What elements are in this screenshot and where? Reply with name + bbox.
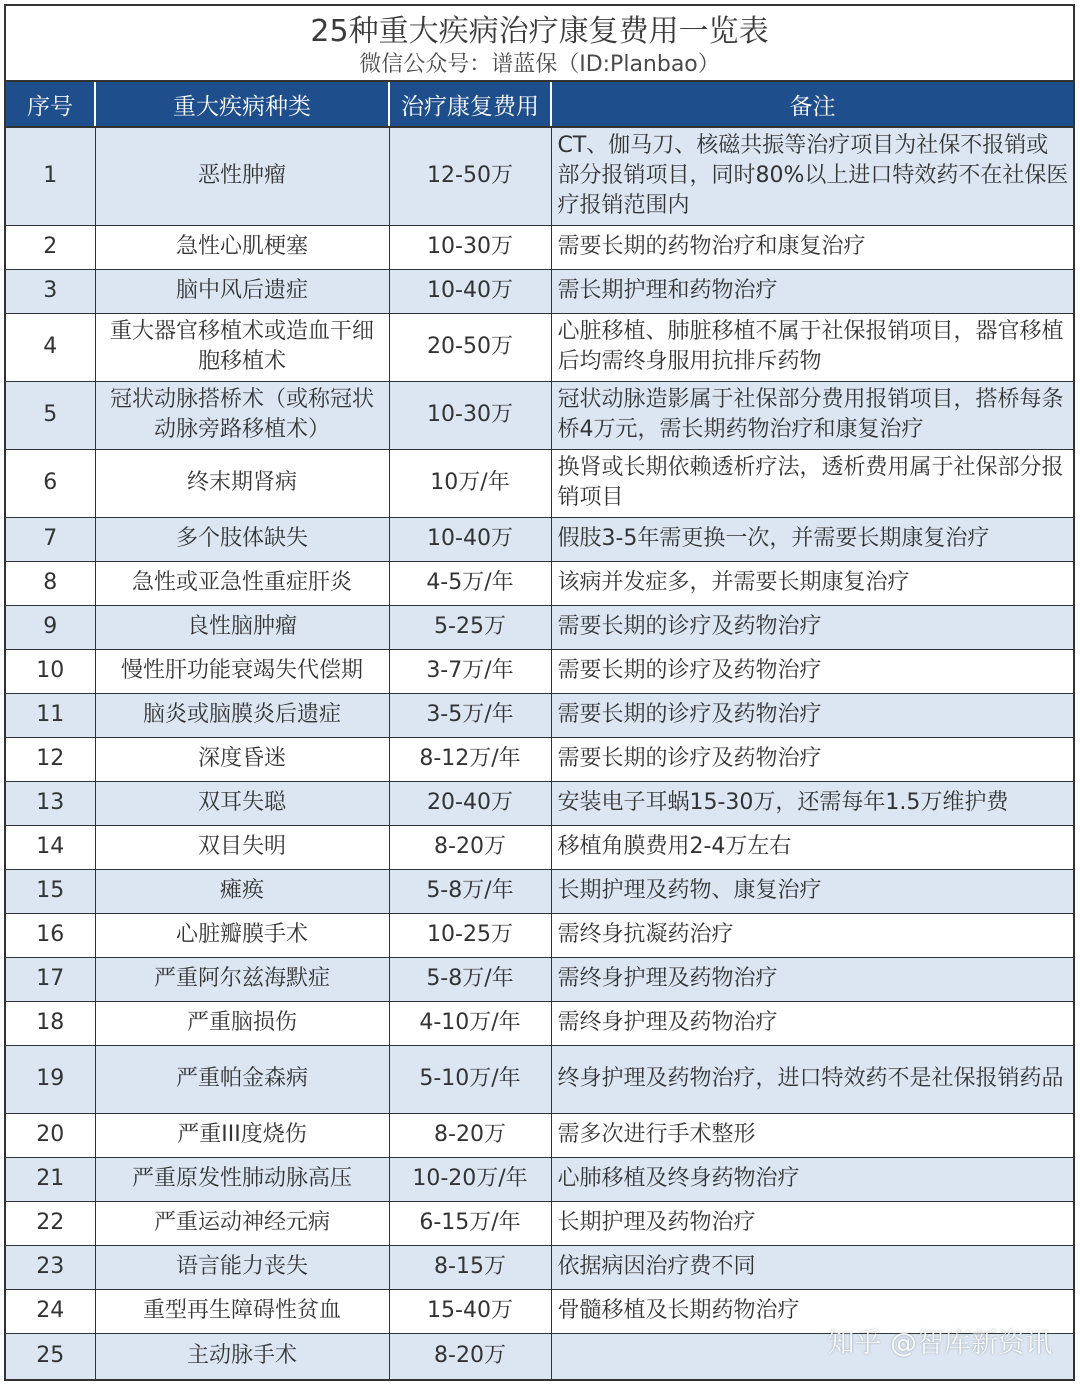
table-row	[6, 1157, 1073, 1201]
table-row	[6, 781, 1073, 825]
treatment-cost-cell: 10-30万	[389, 225, 551, 269]
remark-cell: 需要长期的诊疗及药物治疗	[551, 649, 1073, 693]
table-row	[6, 1113, 1073, 1157]
table-body	[6, 127, 1073, 1379]
row-number-cell: 14	[6, 825, 95, 869]
treatment-cost-cell: 8-15万	[389, 1245, 551, 1289]
row-number-cell: 11	[6, 693, 95, 737]
treatment-cost-cell: 5-25万	[389, 605, 551, 649]
remark-cell: 需终身护理及药物治疗	[551, 957, 1073, 1001]
remark-cell: 需要长期的诊疗及药物治疗	[551, 605, 1073, 649]
treatment-cost-cell: 10-40万	[389, 517, 551, 561]
treatment-cost-cell: 10-40万	[389, 269, 551, 313]
treatment-cost-cell: 10-25万	[389, 913, 551, 957]
row-number-cell: 19	[6, 1045, 95, 1113]
treatment-cost-cell: 3-7万/年	[389, 649, 551, 693]
page-title: 25种重大疾病治疗康复费用一览表	[310, 14, 769, 49]
remark-cell: 长期护理及药物、康复治疗	[551, 869, 1073, 913]
remark-cell: 终身护理及药物治疗，进口特效药不是社保报销药品	[551, 1045, 1073, 1113]
disease-name-cell: 多个肢体缺失	[95, 517, 389, 561]
column-header-disease: 重大疾病种类	[95, 82, 389, 127]
row-number-cell: 15	[6, 869, 95, 913]
remark-cell: 需终身护理及药物治疗	[551, 1001, 1073, 1045]
row-number-cell: 24	[6, 1289, 95, 1333]
disease-name-cell: 双目失明	[95, 825, 389, 869]
table-row	[6, 1333, 1073, 1379]
row-number-cell: 7	[6, 517, 95, 561]
remark-cell: 冠状动脉造影属于社保部分费用报销项目，搭桥每条桥4万元，需长期药物治疗和康复治疗	[551, 381, 1073, 449]
table-row	[6, 517, 1073, 561]
title-block	[6, 6, 1073, 82]
row-number-cell: 25	[6, 1333, 95, 1379]
treatment-cost-cell: 10-30万	[389, 381, 551, 449]
row-number-cell: 18	[6, 1001, 95, 1045]
row-number-cell: 23	[6, 1245, 95, 1289]
row-number-cell: 4	[6, 313, 95, 381]
column-header-cost: 治疗康复费用	[389, 82, 551, 127]
treatment-cost-cell: 10万/年	[389, 449, 551, 517]
table-row	[6, 825, 1073, 869]
column-header-number: 序号	[6, 82, 95, 127]
remark-cell: 骨髓移植及长期药物治疗	[551, 1289, 1073, 1333]
table-row	[6, 913, 1073, 957]
row-number-cell: 16	[6, 913, 95, 957]
table-row	[6, 605, 1073, 649]
row-number-cell: 8	[6, 561, 95, 605]
table-row	[6, 957, 1073, 1001]
table-row	[6, 225, 1073, 269]
table-row	[6, 1245, 1073, 1289]
disease-name-cell: 脑中风后遗症	[95, 269, 389, 313]
treatment-cost-cell: 4-5万/年	[389, 561, 551, 605]
table-row	[6, 869, 1073, 913]
treatment-cost-cell: 12-50万	[389, 127, 551, 225]
remark-cell: 心脏移植、肺脏移植不属于社保报销项目，器官移植后均需终身服用抗排斥药物	[551, 313, 1073, 381]
treatment-cost-cell: 10-20万/年	[389, 1157, 551, 1201]
column-header-note: 备注	[551, 82, 1073, 127]
disease-name-cell: 重大器官移植术或造血干细胞移植术	[95, 313, 389, 381]
table-row	[6, 381, 1073, 449]
table-row	[6, 269, 1073, 313]
treatment-cost-cell: 8-20万	[389, 825, 551, 869]
remark-cell: 需要长期的药物治疗和康复治疗	[551, 225, 1073, 269]
remark-cell: 需长期护理和药物治疗	[551, 269, 1073, 313]
table-row	[6, 561, 1073, 605]
page-subtitle: 微信公众号：谱蓝保（ID:Planbao）	[359, 52, 720, 77]
disease-name-cell: 慢性肝功能衰竭失代偿期	[95, 649, 389, 693]
disease-name-cell: 终末期肾病	[95, 449, 389, 517]
table-row	[6, 693, 1073, 737]
disease-name-cell: 恶性肿瘤	[95, 127, 389, 225]
disease-name-cell: 严重帕金森病	[95, 1045, 389, 1113]
remark-cell: 移植角膜费用2-4万左右	[551, 825, 1073, 869]
treatment-cost-cell: 20-40万	[389, 781, 551, 825]
disease-name-cell: 心脏瓣膜手术	[95, 913, 389, 957]
treatment-cost-cell: 6-15万/年	[389, 1201, 551, 1245]
table-row	[6, 737, 1073, 781]
table-row	[6, 1045, 1073, 1113]
treatment-cost-cell: 8-12万/年	[389, 737, 551, 781]
table-row	[6, 1201, 1073, 1245]
remark-cell: 该病并发症多，并需要长期康复治疗	[551, 561, 1073, 605]
table-row	[6, 127, 1073, 225]
treatment-cost-cell: 20-50万	[389, 313, 551, 381]
row-number-cell: 20	[6, 1113, 95, 1157]
table-row	[6, 1001, 1073, 1045]
remark-cell: CT、伽马刀、核磁共振等治疗项目为社保不报销或部分报销项目，同时80%以上进口特效药不在社保医疗报销范围内	[551, 127, 1073, 225]
disease-name-cell: 严重阿尔兹海默症	[95, 957, 389, 1001]
disease-name-cell: 瘫痪	[95, 869, 389, 913]
row-number-cell: 3	[6, 269, 95, 313]
watermark: 知乎 @智库新资讯	[827, 1328, 1052, 1359]
treatment-cost-cell: 5-10万/年	[389, 1045, 551, 1113]
remark-cell: 长期护理及药物治疗	[551, 1201, 1073, 1245]
row-number-cell: 17	[6, 957, 95, 1001]
disease-name-cell: 严重原发性肺动脉高压	[95, 1157, 389, 1201]
treatment-cost-cell: 5-8万/年	[389, 957, 551, 1001]
disease-name-cell: 脑炎或脑膜炎后遗症	[95, 693, 389, 737]
disease-cost-table	[6, 82, 1073, 1379]
remark-cell: 换肾或长期依赖透析疗法，透析费用属于社保部分报销项目	[551, 449, 1073, 517]
disease-name-cell: 语言能力丧失	[95, 1245, 389, 1289]
remark-cell: 依据病因治疗费不同	[551, 1245, 1073, 1289]
treatment-cost-cell: 15-40万	[389, 1289, 551, 1333]
disease-name-cell: 严重III度烧伤	[95, 1113, 389, 1157]
remark-cell: 需终身抗凝药治疗	[551, 913, 1073, 957]
disease-name-cell: 深度昏迷	[95, 737, 389, 781]
remark-cell: 需要长期的诊疗及药物治疗	[551, 693, 1073, 737]
disease-name-cell: 主动脉手术	[95, 1333, 389, 1379]
treatment-cost-cell: 4-10万/年	[389, 1001, 551, 1045]
disease-name-cell: 急性心肌梗塞	[95, 225, 389, 269]
disease-name-cell: 严重脑损伤	[95, 1001, 389, 1045]
row-number-cell: 22	[6, 1201, 95, 1245]
row-number-cell: 12	[6, 737, 95, 781]
treatment-cost-cell: 5-8万/年	[389, 869, 551, 913]
table-row	[6, 1289, 1073, 1333]
disease-name-cell: 重型再生障碍性贫血	[95, 1289, 389, 1333]
row-number-cell: 9	[6, 605, 95, 649]
treatment-cost-cell: 8-20万	[389, 1113, 551, 1157]
treatment-cost-cell: 8-20万	[389, 1333, 551, 1379]
table-row	[6, 313, 1073, 381]
disease-name-cell: 双耳失聪	[95, 781, 389, 825]
disease-name-cell: 冠状动脉搭桥术（或称冠状动脉旁路移植术）	[95, 381, 389, 449]
row-number-cell: 21	[6, 1157, 95, 1201]
row-number-cell: 5	[6, 381, 95, 449]
remark-cell: 需多次进行手术整形	[551, 1113, 1073, 1157]
disease-name-cell: 良性脑肿瘤	[95, 605, 389, 649]
row-number-cell: 13	[6, 781, 95, 825]
remark-cell: 心肺移植及终身药物治疗	[551, 1157, 1073, 1201]
table-row	[6, 449, 1073, 517]
table-header-row	[6, 82, 1073, 127]
row-number-cell: 6	[6, 449, 95, 517]
row-number-cell: 1	[6, 127, 95, 225]
remark-cell: 安装电子耳蜗15-30万，还需每年1.5万维护费	[551, 781, 1073, 825]
table-row	[6, 649, 1073, 693]
row-number-cell: 2	[6, 225, 95, 269]
disease-name-cell: 严重运动神经元病	[95, 1201, 389, 1245]
remark-cell: 假肢3-5年需更换一次，并需要长期康复治疗	[551, 517, 1073, 561]
cost-table-sheet	[4, 4, 1075, 1381]
row-number-cell: 10	[6, 649, 95, 693]
remark-cell: 需要长期的诊疗及药物治疗	[551, 737, 1073, 781]
remark-cell	[551, 1333, 1073, 1379]
treatment-cost-cell: 3-5万/年	[389, 693, 551, 737]
disease-name-cell: 急性或亚急性重症肝炎	[95, 561, 389, 605]
